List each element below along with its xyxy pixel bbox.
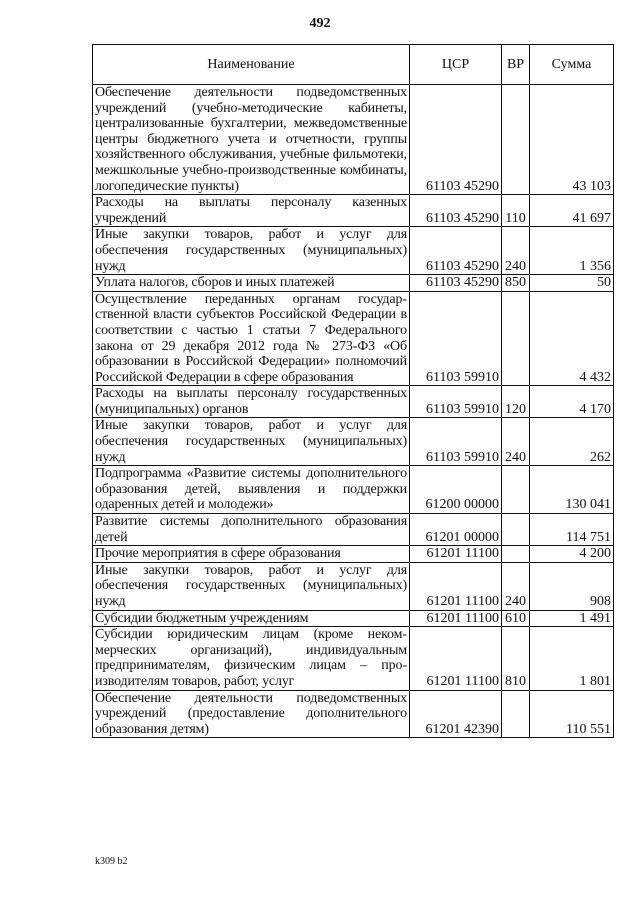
table-row bbox=[93, 85, 614, 195]
row-name: Иные закупки товаров, работ и услуг для обеспечения государственных (муниципальных) нужд bbox=[93, 227, 410, 275]
table-row bbox=[93, 418, 614, 466]
row-vr bbox=[502, 546, 530, 563]
row-name: Уплата налогов, сборов и иных платежей bbox=[93, 275, 410, 292]
row-name: Прочие мероприятия в сфере образования bbox=[93, 546, 410, 563]
table-row bbox=[93, 227, 614, 275]
row-name: Развитие системы дополнительного образования детей bbox=[93, 514, 410, 546]
row-sum: 262 bbox=[530, 418, 614, 466]
row-csr: 61103 45290 bbox=[410, 275, 502, 292]
row-vr: 240 bbox=[502, 562, 530, 610]
table-row bbox=[93, 386, 614, 418]
row-sum: 41 697 bbox=[530, 195, 614, 227]
row-csr: 61201 42390 bbox=[410, 690, 502, 738]
row-vr: 810 bbox=[502, 627, 530, 690]
header-sum: Сумма bbox=[530, 45, 614, 85]
table-row bbox=[93, 514, 614, 546]
footer-code: k309 b2 bbox=[95, 856, 128, 867]
row-sum: 4 200 bbox=[530, 546, 614, 563]
row-vr: 120 bbox=[502, 386, 530, 418]
row-vr bbox=[502, 85, 530, 195]
header-name: Наименование bbox=[93, 45, 410, 85]
row-sum: 1 491 bbox=[530, 610, 614, 627]
row-vr: 850 bbox=[502, 275, 530, 292]
row-csr: 61201 00000 bbox=[410, 514, 502, 546]
row-vr: 240 bbox=[502, 227, 530, 275]
row-name: Обеспечение деятельности подведомственных учреждений (предоставление дополнительного образования детям) bbox=[93, 690, 410, 738]
row-csr: 61103 59910 bbox=[410, 386, 502, 418]
row-sum: 4 170 bbox=[530, 386, 614, 418]
row-csr: 61201 11100 bbox=[410, 562, 502, 610]
row-sum: 43 103 bbox=[530, 85, 614, 195]
row-name: Осуществление переданных органам государственной власти субъектов Российской Федерации в соответствии с частью 1 статьи 7 Федерального закона от 29 декабря 2012 года № 273-ФЗ «Об образовании в Российской Федерации» полномочий Российской Федерации в сфере образования bbox=[93, 291, 410, 386]
header-csr: ЦСР bbox=[410, 45, 502, 85]
row-sum: 114 751 bbox=[530, 514, 614, 546]
row-sum: 130 041 bbox=[530, 466, 614, 514]
row-csr: 61103 59910 bbox=[410, 418, 502, 466]
row-sum: 908 bbox=[530, 562, 614, 610]
row-name: Субсидии юридическим лицам (кроме некоммерческих организаций), индивидуальным предпринимателям, физическим лицам – производителям товаров, работ, услуг bbox=[93, 627, 410, 690]
row-sum: 1 356 bbox=[530, 227, 614, 275]
row-vr bbox=[502, 291, 530, 386]
table-row bbox=[93, 610, 614, 627]
row-name: Иные закупки товаров, работ и услуг для обеспечения государственных (муниципальных) нужд bbox=[93, 562, 410, 610]
row-name: Обеспечение деятельности подведомственных учреждений (учебно-методические кабинеты, централизованные бухгалтерии, межведомственные центры бюджетного учета и отчетности, группы хозяйственного обслуживания, учебные фильмотеки, межшкольные учебно-производственные комбинаты, логопедические пункты) bbox=[93, 85, 410, 195]
table-row bbox=[93, 627, 614, 690]
table-row bbox=[93, 546, 614, 563]
table-row bbox=[93, 291, 614, 386]
row-csr: 61201 11100 bbox=[410, 610, 502, 627]
row-vr bbox=[502, 466, 530, 514]
budget-table bbox=[92, 44, 614, 738]
table-row bbox=[93, 275, 614, 292]
row-csr: 61201 11100 bbox=[410, 627, 502, 690]
row-vr: 110 bbox=[502, 195, 530, 227]
table-row bbox=[93, 466, 614, 514]
row-sum: 4 432 bbox=[530, 291, 614, 386]
row-sum: 110 551 bbox=[530, 690, 614, 738]
table-row bbox=[93, 562, 614, 610]
row-name: Расходы на выплаты персоналу государственных (муниципальных) органов bbox=[93, 386, 410, 418]
row-csr: 61103 59910 bbox=[410, 291, 502, 386]
table-row bbox=[93, 690, 614, 738]
row-name: Подпрограмма «Развитие системы дополнительного образования детей, выявления и поддержки одаренных детей и молодежи» bbox=[93, 466, 410, 514]
row-sum: 1 801 bbox=[530, 627, 614, 690]
table-header-row bbox=[93, 45, 614, 85]
row-vr bbox=[502, 690, 530, 738]
table-row bbox=[93, 195, 614, 227]
row-csr: 61200 00000 bbox=[410, 466, 502, 514]
row-csr: 61103 45290 bbox=[410, 85, 502, 195]
row-csr: 61103 45290 bbox=[410, 227, 502, 275]
row-vr: 240 bbox=[502, 418, 530, 466]
header-vr: ВР bbox=[502, 45, 530, 85]
row-vr bbox=[502, 514, 530, 546]
page-number: 492 bbox=[309, 16, 331, 31]
row-name: Иные закупки товаров, работ и услуг для обеспечения государственных (муниципальных) нужд bbox=[93, 418, 410, 466]
row-name: Расходы на выплаты персоналу казенных учреждений bbox=[93, 195, 410, 227]
row-csr: 61201 11100 bbox=[410, 546, 502, 563]
row-csr: 61103 45290 bbox=[410, 195, 502, 227]
table-body bbox=[93, 85, 614, 738]
row-sum: 50 bbox=[530, 275, 614, 292]
row-name: Субсидии бюджетным учреждениям bbox=[93, 610, 410, 627]
row-vr: 610 bbox=[502, 610, 530, 627]
